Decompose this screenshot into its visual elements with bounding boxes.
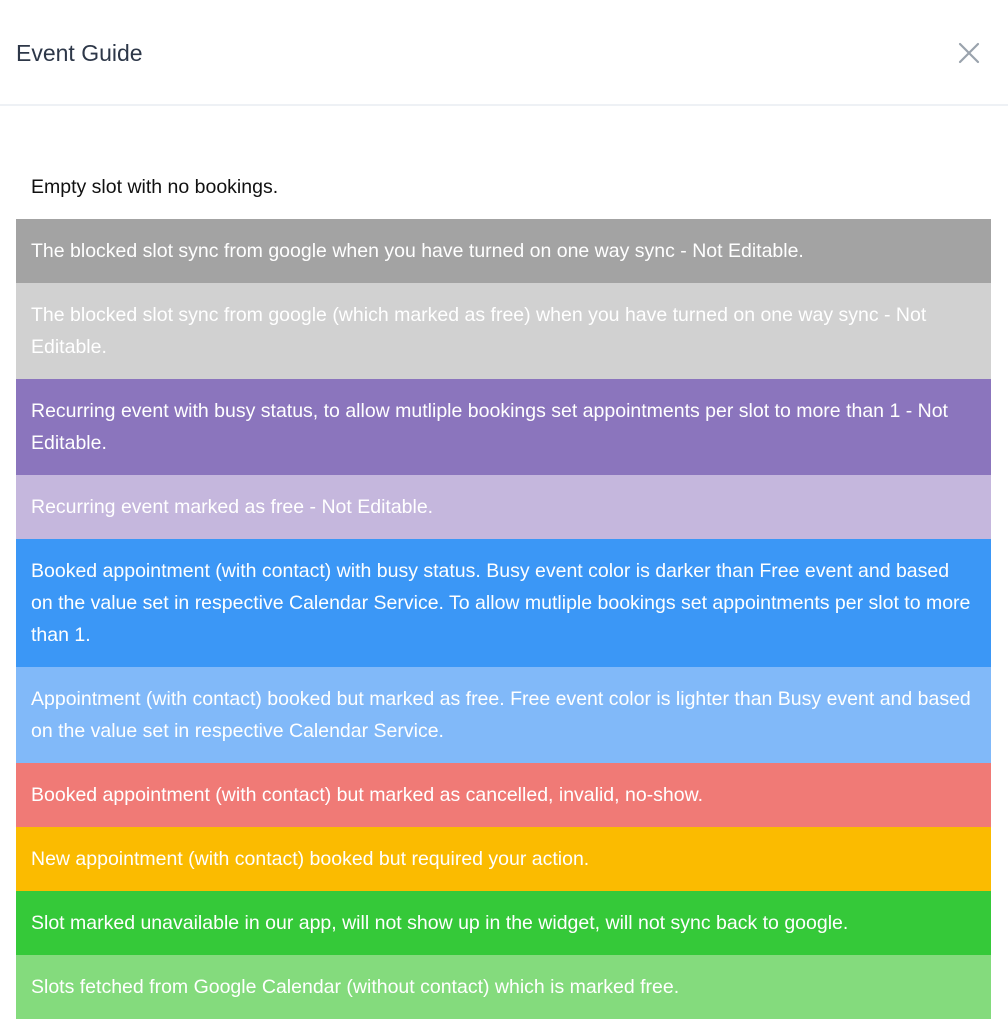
close-button[interactable] [952, 36, 986, 70]
modal-title: Event Guide [16, 40, 143, 66]
legend-item-google-free: Slots fetched from Google Calendar (without contact) which is marked free. [16, 955, 991, 1019]
legend-item-booked-free: Appointment (with contact) booked but marked as free. Free event color is lighter than Busy event and based on the value set in respective Calendar Service. [16, 667, 991, 763]
legend-item-blocked-google-busy: The blocked slot sync from google when you have turned on one way sync - Not Editable. [16, 219, 991, 283]
modal-header [0, 0, 1008, 106]
legend-item-blocked-google-free: The blocked slot sync from google (which marked as free) when you have turned on one way sync - Not Editable. [16, 283, 991, 379]
legend-item-recurring-free: Recurring event marked as free - Not Editable. [16, 475, 991, 539]
legend-item-unavailable: Slot marked unavailable in our app, will not show up in the widget, will not sync back to google. [16, 891, 991, 955]
close-icon [952, 36, 986, 70]
legend-list [16, 155, 991, 1019]
legend-item-booked-busy: Booked appointment (with contact) with busy status. Busy event color is darker than Free event and based on the value set in respective Calendar Service. To allow mutliple bookings set appointments per slot to more than 1. [16, 539, 991, 667]
legend-item-recurring-busy: Recurring event with busy status, to allow mutliple bookings set appointments per slot to more than 1 - Not Editable. [16, 379, 991, 475]
legend-item-empty-slot: Empty slot with no bookings. [16, 155, 991, 219]
legend-item-cancelled: Booked appointment (with contact) but marked as cancelled, invalid, no-show. [16, 763, 991, 827]
legend-item-action-required: New appointment (with contact) booked but required your action. [16, 827, 991, 891]
